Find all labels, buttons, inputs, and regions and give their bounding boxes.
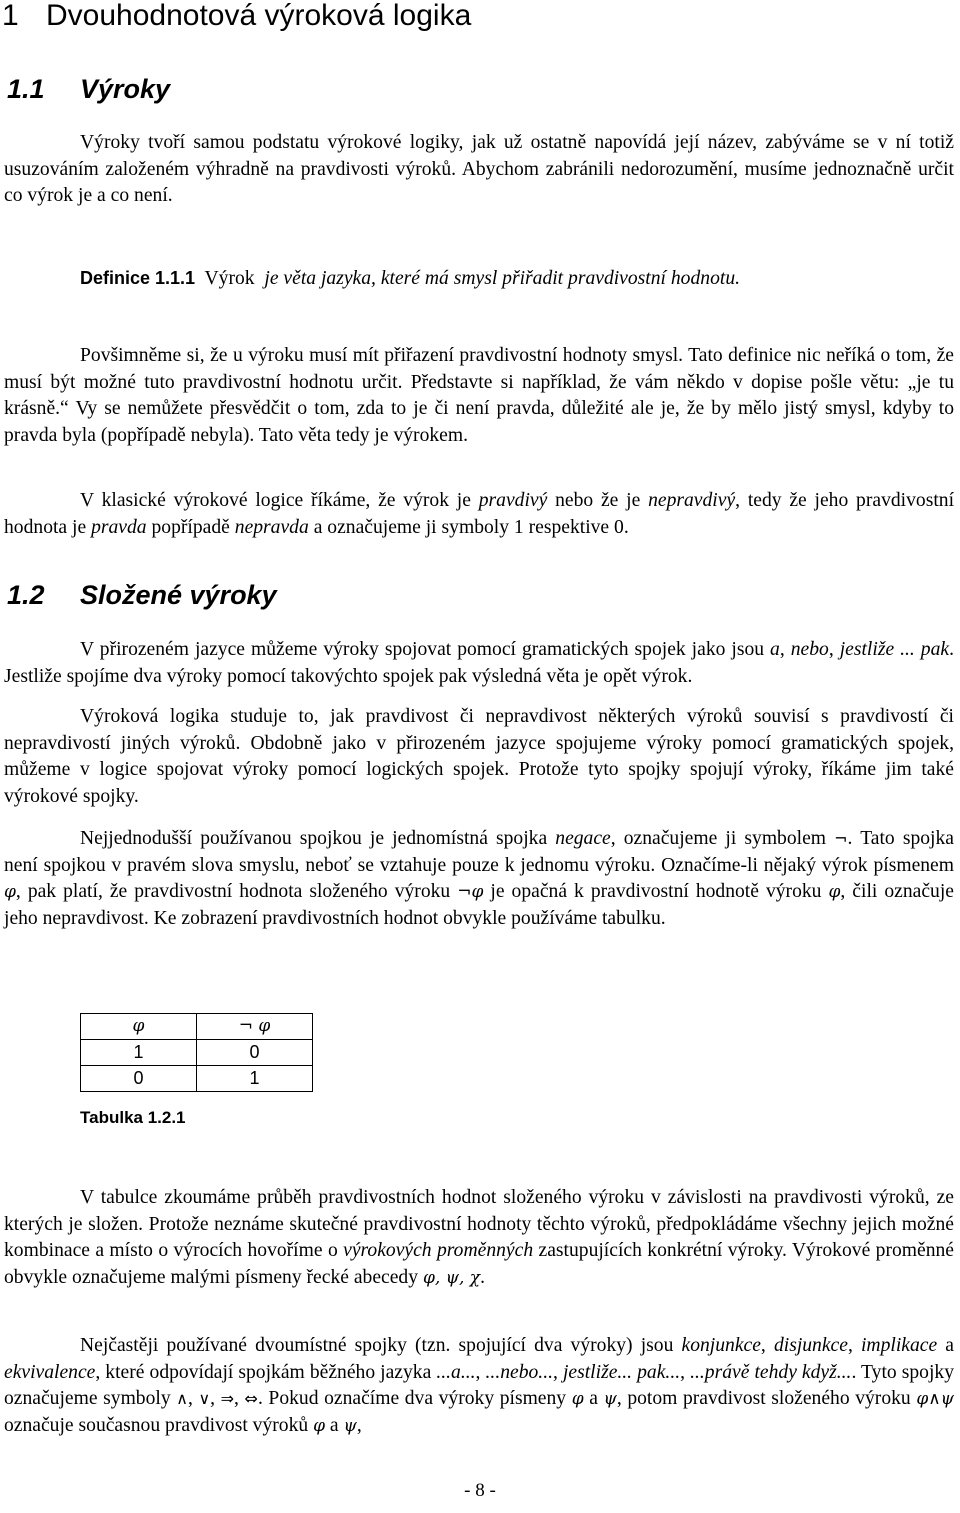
chapter-number: 1: [2, 0, 19, 32]
equivalence-symbol: ⇔: [244, 1389, 258, 1408]
table-cell: 0: [197, 1040, 313, 1066]
section-heading-1-1: [7, 72, 170, 106]
chapter-heading: [2, 0, 471, 38]
section-title: Složené výroky: [80, 580, 277, 610]
table-header-cell: φ: [81, 1014, 197, 1040]
section-heading-1-2: [7, 578, 277, 612]
table-header-cell: ¬ φ: [197, 1014, 313, 1040]
paragraph-classical-logic: V klasické výrokové logice říkáme, že výrok je pravdivý nebo že je nepravdivý, tedy že jeho pravdivostní hodnota je pravda popřípadě nepravda a označujeme ji symboly 1 respektive 0.: [4, 490, 955, 538]
definition-1-1-1: [80, 265, 740, 292]
table-cell: 1: [197, 1066, 313, 1092]
table-cell: 0: [81, 1066, 197, 1092]
conjunction-symbol: ∧: [176, 1389, 188, 1408]
paragraph-propositional-logic: Výroková logika studuje to, jak pravdivost či nepravdivost některých výroků souvisí s pravdivostí či nepravdivostí jiných výroků. Obdobně jako v přirozeném jazyce spojujeme výroky pomocí gramatických spojek, můžeme v logice spojovat výroky pomocí logických spojek. Protože tyto spojky spojují výroky, říkáme jim také výrokové spojky.: [4, 706, 954, 807]
negation-symbol: ¬: [834, 829, 848, 848]
paragraph-binary-connectives: Nejčastěji používané dvoumístné spojky (tzn. spojující dva výroky) jsou konjunkce, disjunkce, implikace a ekvivalence, které odpovídají spojkám běžného jazyka ...a..., ...nebo..., jestliže... pak..., ...právě tehdy když.... Tyto spojky označujeme symboly ∧, ∨, ⇒, ⇔. Pokud označíme dva výroky písmeny φ a ψ, potom pravdivost složeného výroku φ∧ψ označuje současnou pravdivost výroků φ a ψ,: [4, 1335, 955, 1436]
definition-text: je věta jazyka, které má smysl přiřadit pravdivostní hodnotu.: [264, 268, 741, 289]
truth-table-negation: [80, 1013, 313, 1092]
section-number: 1.1: [7, 74, 45, 104]
table-cell: 1: [81, 1040, 197, 1066]
table-header-row: [81, 1014, 313, 1040]
paragraph-remark: Povšimněme si, že u výroku musí mít přiřazení pravdivostní hodnoty smysl. Tato definice nic neříká o tom, že musí být možné tuto pravdivostní hodnotu určit. Představte si například, že vám někdo v dopise pošle větu: „je tu krásně.“ Vy se nemůžete přesvědčit o tom, zda to je či není pravda, důležité ale je, že by mělo jistý smysl, kdyby to pravda byla (popřípadě nebyla). Tato věta tedy je výrokem.: [4, 345, 954, 446]
paragraph-intro: Výroky tvoří samou podstatu výrokové logiky, jak už ostatně napovídá její název, zabýváme se v ní totiž usuzováním založeném výhradně na pravdivosti výroků. Abychom zabránili nedorozumění, musíme jednoznačně určit co výrok je a co není.: [4, 132, 954, 206]
table-caption: Tabulka 1.2.1: [80, 1108, 186, 1127]
chapter-title: Dvouhodnotová výroková logika: [46, 0, 472, 32]
definition-term: Výrok: [204, 268, 255, 289]
section-title: Výroky: [80, 74, 171, 104]
definition-label: Definice 1.1.1: [80, 268, 196, 288]
table-row: [81, 1040, 313, 1066]
paragraph-variables: V tabulce zkoumáme průběh pravdivostních hodnot složeného výroku v závislosti na pravdivosti výroků, ze kterých je složen. Protože neznáme skutečné pravdivostní hodnoty těchto výroků, předpokládáme všechny jejich možné kombinace a místo o výrocích hovoříme o výrokových proměnných zastupujících konkrétní výroky. Výrokové proměnné obvykle označujeme malými písmeny řecké abecedy φ, ψ, χ.: [4, 1187, 954, 1288]
implication-symbol: ⇒: [220, 1389, 235, 1408]
page-number: - 8 -: [464, 1480, 496, 1501]
table-row: [81, 1066, 313, 1092]
section-number: 1.2: [7, 580, 45, 610]
disjunction-symbol: ∨: [198, 1389, 211, 1408]
paragraph-natural-language: V přirozeném jazyce můžeme výroky spojovat pomocí gramatických spojek jako jsou a, nebo, jestliže ... pak. Jestliže spojíme dva výroky pomocí takovýchto spojek pak výsledná věta je opět výrok.: [4, 639, 954, 687]
paragraph-negation: Nejjednodušší používanou spojkou je jednomístná spojka negace, označujeme ji symbolem ¬. Tato spojka není spojkou v pravém slova smyslu, neboť se vztahuje pouze k jednomu výroku. Označíme-li nějaký výrok písmenem φ, pak platí, že pravdivostní hodnota složeného výroku ¬φ je opačná k pravdivostní hodnotě výroku φ, čili označuje jeho nepravdivost. Ke zobrazení pravdivostních hodnot obvykle používáme tabulku.: [4, 828, 954, 929]
